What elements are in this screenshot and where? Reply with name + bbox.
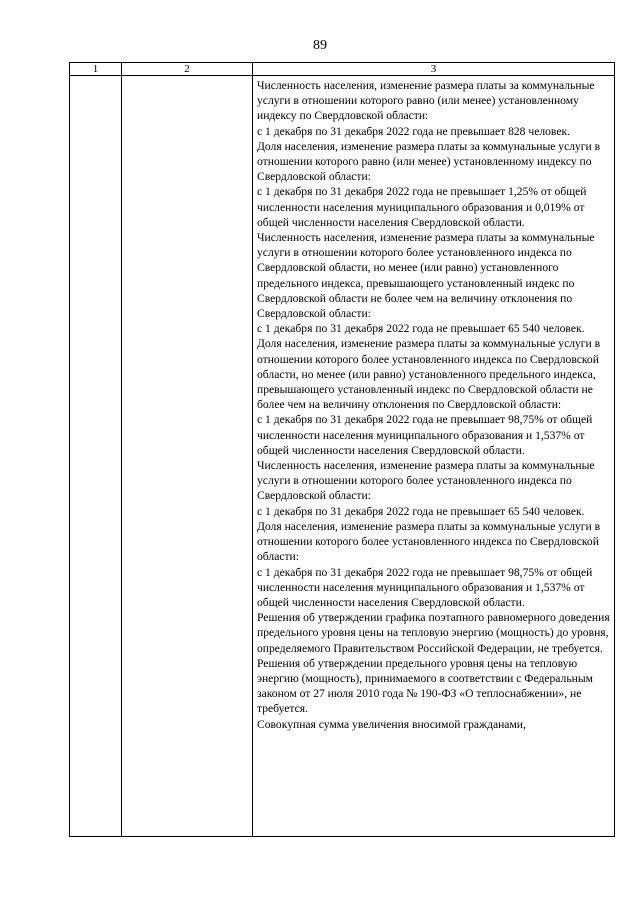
cell-col-1 xyxy=(70,76,122,837)
document-table xyxy=(69,62,615,837)
paragraph: Доля населения, изменение размера платы за коммунальные услуги в отношении которого более установленного индекса по Свердловской области, но менее (или равно) установленного предельного индекса, превышающего установленный индекс по Свердловской области не более чем на величину отклонения по Свердловской области: xyxy=(257,337,601,412)
paragraph: Численность населения, изменение размера платы за коммунальные услуги в отношении которого равно (или менее) установленному индексу по Свердловской области: xyxy=(257,79,595,123)
paragraph: с 1 декабря по 31 декабря 2022 года не превышает 65 540 человек. xyxy=(257,322,585,336)
paragraph: с 1 декабря по 31 декабря 2022 года не превышает 65 540 человек. xyxy=(257,504,585,518)
column-header-1: 1 xyxy=(70,63,122,76)
cell-col-3 xyxy=(253,76,615,837)
paragraph: Решения об утверждении предельного уровня цены на тепловую энергию (мощность), принимаемого в соответствии с Федеральным законом от 27 июля 2010 года № 190-ФЗ «О теплоснабжении», не требуется. xyxy=(257,656,593,716)
column-header-3: 3 xyxy=(253,63,615,76)
paragraph: Решения об утверждении графика поэтапного равномерного доведения предельного уровня цены на тепловую энергию (мощность) до уровня, определяемого Правительством Российской Федерации, не требуется. xyxy=(257,611,610,655)
paragraph: с 1 декабря по 31 декабря 2022 года не превышает 1,25% от общей численности населения муниципального образования и 0,019% от общей численности населения Свердловской области. xyxy=(257,185,587,229)
paragraph: с 1 декабря по 31 декабря 2022 года не превышает 828 человек. xyxy=(257,124,571,138)
cell-col-2 xyxy=(122,76,253,837)
header-row xyxy=(70,63,615,76)
paragraph: Доля населения, изменение размера платы за коммунальные услуги в отношении которого равно (или менее) установленному индексу по Свердловской области: xyxy=(257,139,601,184)
page-number: 89 xyxy=(313,38,327,53)
paragraph: с 1 декабря по 31 декабря 2022 года не превышает 98,75% от общей численности населения муниципального образования и 1,537% от общей численности населения Свердловской области. xyxy=(257,565,593,609)
paragraph: с 1 декабря по 31 декабря 2022 года не превышает 98,75% от общей численности населения муниципального образования и 1,537% от общей численности населения Свердловской области. xyxy=(257,413,593,457)
table-row xyxy=(70,76,615,837)
column-header-2: 2 xyxy=(122,63,253,76)
paragraph: Численность населения, изменение размера платы за коммунальные услуги в отношении которого более установленного индекса по Свердловской области, но менее (или равно) установленного предельного индекса, превышающего установленный индекс по Свердловской области не более чем на величину отклонения по Свердловской области: xyxy=(257,231,595,321)
paragraph: Доля населения, изменение размера платы за коммунальные услуги в отношении которого более установленного индекса по Свердловской области: xyxy=(257,519,601,564)
paragraph: Совокупная сумма увеличения вносимой гражданами, xyxy=(257,717,526,731)
paragraph: Численность населения, изменение размера платы за коммунальные услуги в отношении которого более установленного индекса по Свердловской области: xyxy=(257,459,595,503)
